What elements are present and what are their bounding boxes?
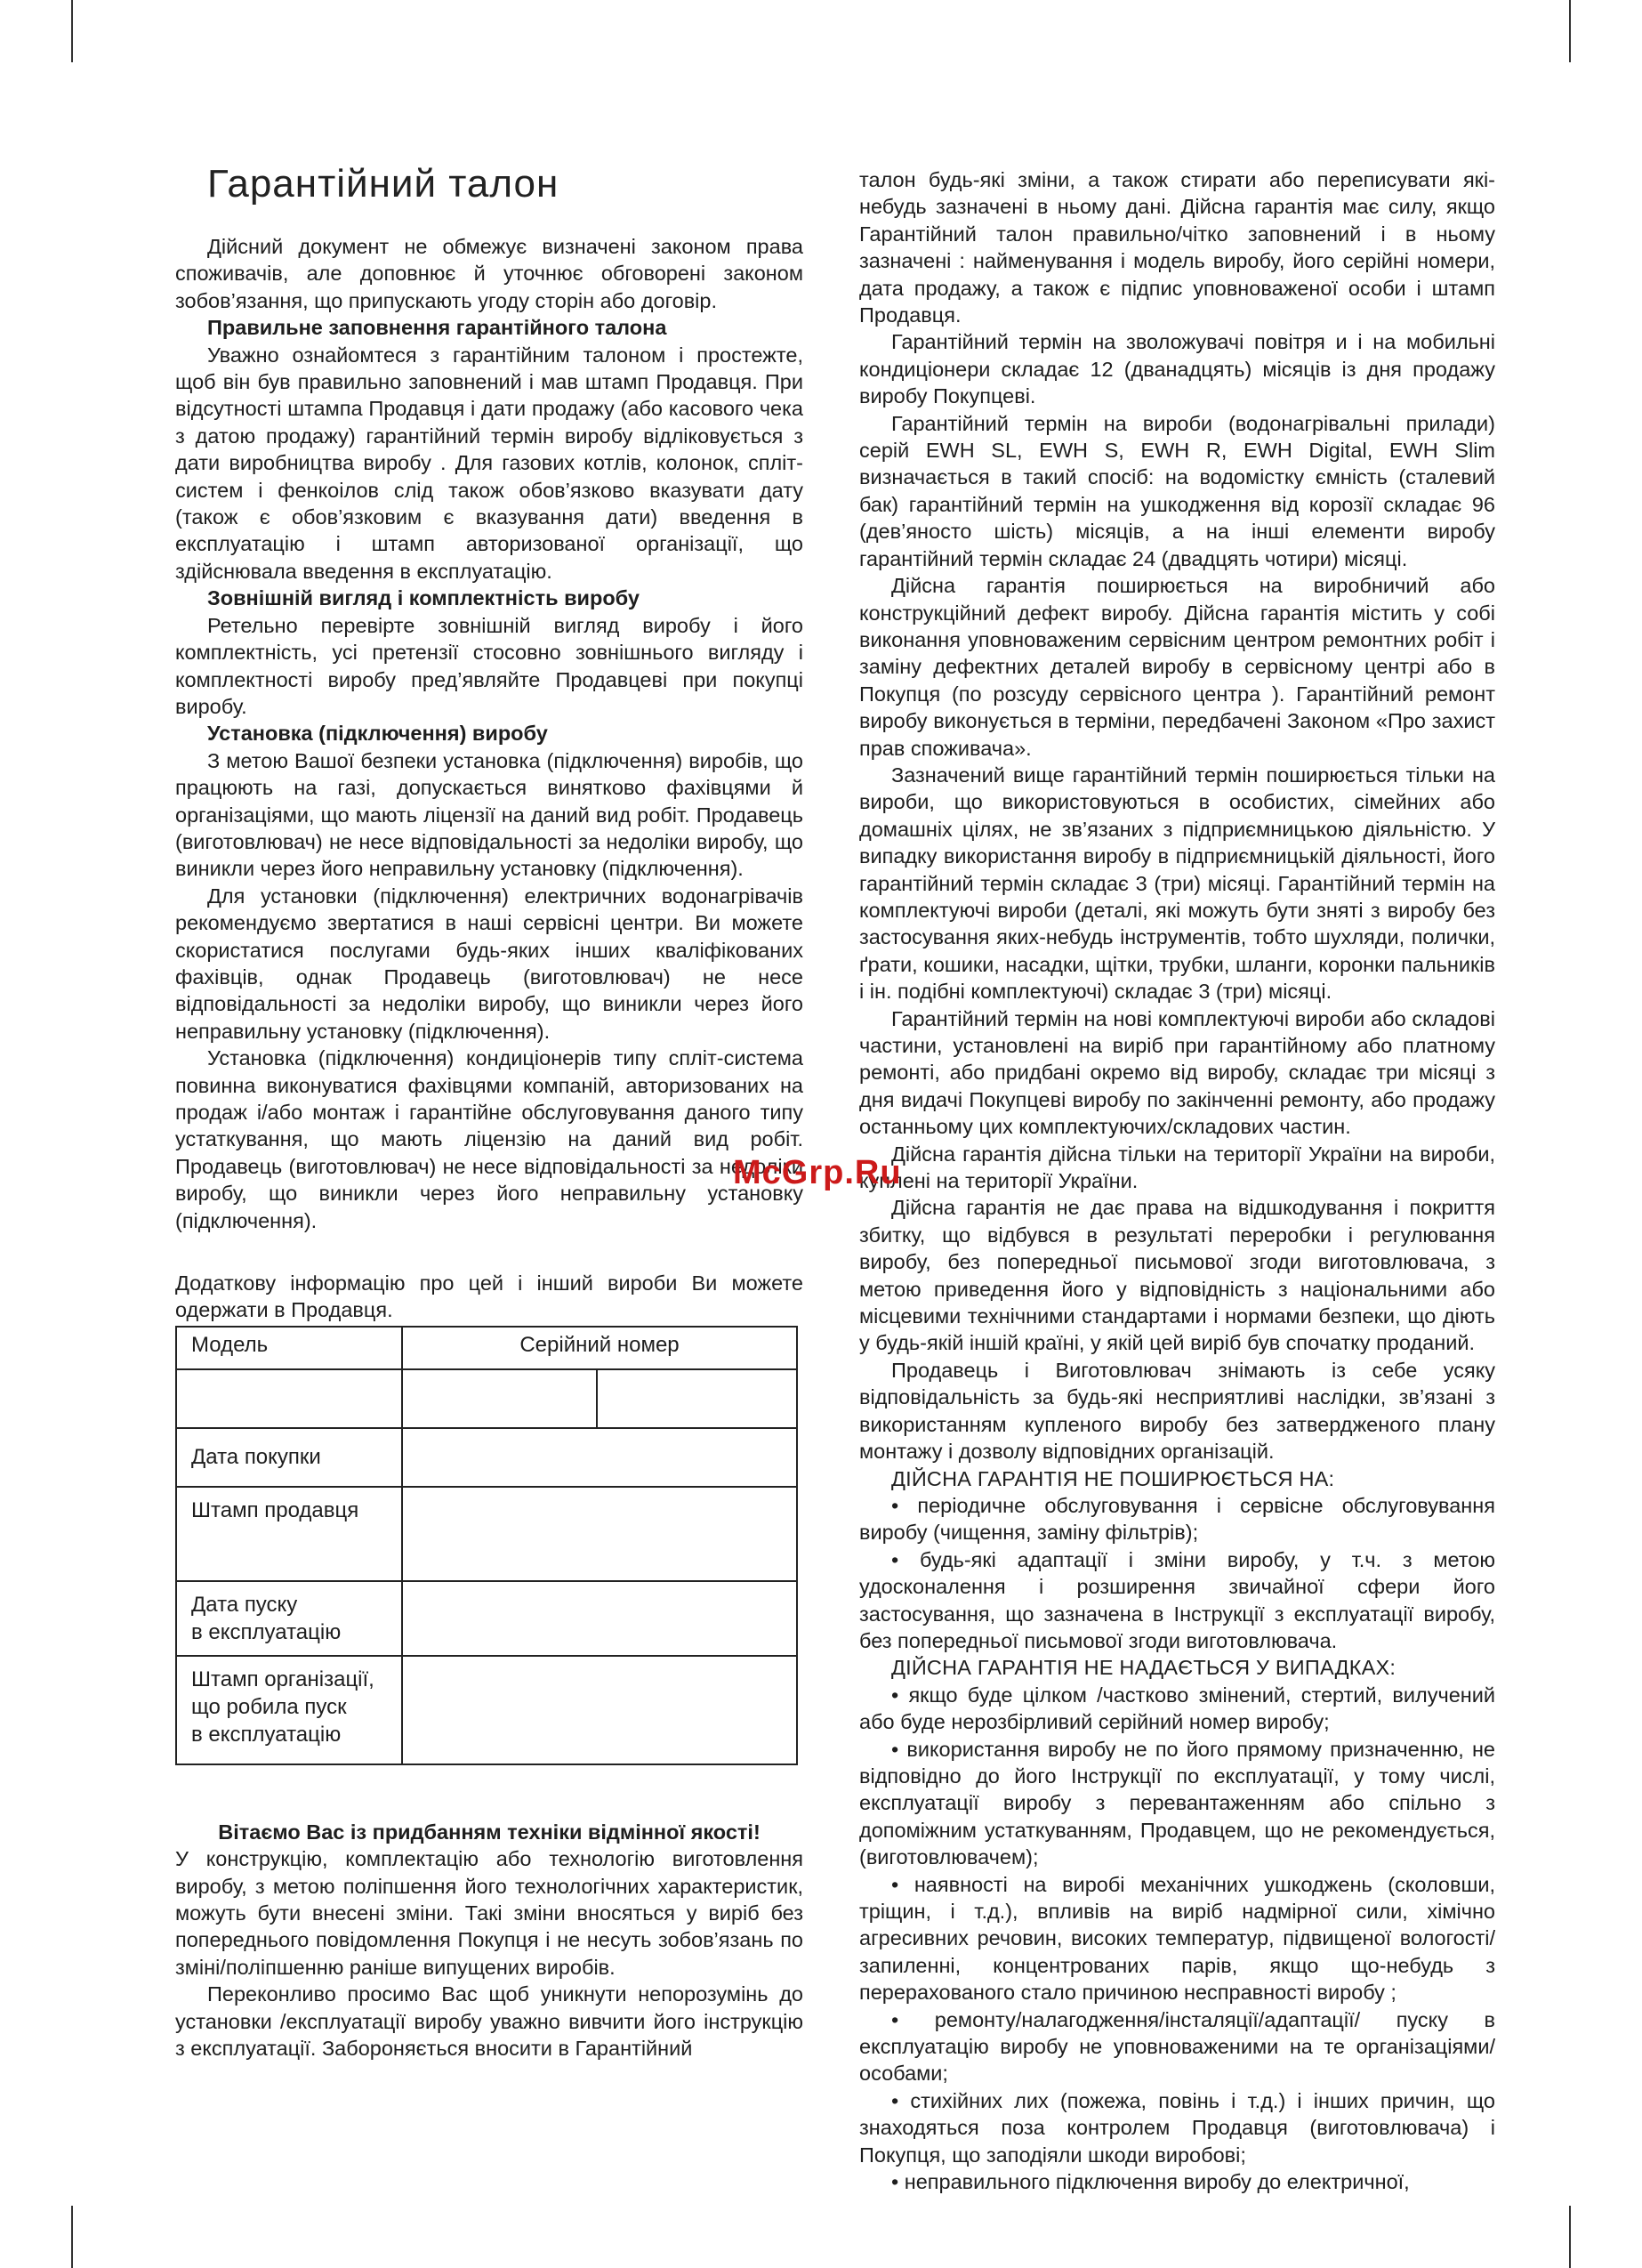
bullet-item: • стихійних лих (пожежа, повінь і т.д.) і інших причин, що знаходяться поза контролем Продавця (виготовлювача) і Покупця, що заподіяли шкоди виробові;: [859, 2088, 1495, 2167]
section-heading: Правильне заповнення гарантійного талона: [207, 316, 667, 340]
crop-mark: [71, 0, 73, 62]
section-paragraph: З метою Вашої безпеки установка (підключення) виробів, що працюють на газі, допускається винятково фахівцями й організаціями, що мають ліцензії на даний вид робіт. Продавець (виготовлювач) не несе відповідальності за недоліки виробу, що виникли через його неправильну установку (підключення).: [175, 748, 803, 881]
bullet-item: • використання виробу не по його прямому призначенню, не відповідно до його Інструкції по експлуатації, у тому числі, експлуатації виробу з перевантаженням або спільно з допоміжним устаткуванням, Продавцем, що не рекомендується, (виготовлювачем);: [859, 1737, 1495, 1869]
greeting-heading: Вітаємо Вас із придбанням техніки відмінної якості!: [218, 1820, 761, 1844]
section-paragraph: Для установки (підключення) електричних водонагрівачів рекомендуємо звертатися в наші сервісні центри. Ви можете скористатися послугами будь-яких інших кваліфікованих фахівців, однак Продавець (виготовлювач) не несе відповідальності за недоліки виробу, що виникли через його неправильну установку (підключення).: [175, 884, 803, 1043]
extra-info: Додаткову інформацію про цей і інший вироби Ви можете одержати в Продавця.: [175, 1271, 803, 1322]
section-paragraph: Ретельно перевірте зовнішній вигляд виробу і його комплектність, усі претензії стосовно зовнішнього вигляду і комплектності виробу пред’являйте Продавцеві при покупці виробу.: [175, 613, 803, 718]
terms-paragraph: Гарантійний термін на вироби (водонагрівальні прилади) серій EWH SL, EWH S, EWH R, EWH Digital, EWH Slim визначається в такий спосіб: на водомістку ємність (сталевий бак) гарантійний термін на ушкодження від корозії складає 96 (дев’яносто шість) місяців, а на інші елементи виробу гарантійний термін складає 24 (двадцять чотири) місяці.: [859, 411, 1495, 570]
serial-field-1[interactable]: [402, 1369, 597, 1428]
purchase-date-label: Дата покупки: [176, 1428, 402, 1487]
bullet-item: • наявності на виробі механічних ушкоджень (сколовши, тріщин, і т.д.), впливів на виріб надмірної сили, хімічно агресивних речовин, високих температур, підвищеної вологості/запиленні, концентрованих парів, якщо що-небудь з перерахованого стало причиною несправності виробу ;: [859, 1872, 1495, 2005]
purchase-date-field[interactable]: [402, 1428, 797, 1487]
terms-paragraph: Продавець і Виготовлювач знімають із себе усяку відповідальність за будь-які несприятливі наслідки, зв’язані з використанням купленого виробу без затвердженого плану монтажу і дозволу відповідних організацій.: [859, 1358, 1495, 1464]
org-stamp-field[interactable]: [402, 1656, 797, 1764]
warranty-form-table: [175, 1326, 798, 1765]
section-paragraph: Установка (підключення) кондиціонерів типу спліт-система повинна виконуватися фахівцями компаній, авторизованих на продаж і/або монтаж і гарантійне обслуговування даного типу устаткування, що мають ліцензію на даний вид робіт. Продавець (виготовлювач) не несе відповідальності за недоліки виробу, що виникли через його неправильну установку (підключення).: [175, 1046, 803, 1232]
bullet-item: • ремонту/налагодження/інсталяції/адаптації/ пуску в експлуатацію виробу не уповноваженими на те організаціями/особами;: [859, 2007, 1495, 2086]
terms-paragraph: Зазначений вище гарантійний термін поширюється тільки на вироби, що використовуються в особистих, сімейних або домашніх цілях, не зв’язаних з підприємницькою діяльністю. У випадку використання виробу в підприємницькій діяльності, його гарантійний термін складає 3 (три) місяці. Гарантійний термін на комплектуючі вироби (деталі, які можуть бути зняті з виробу без застосування яких-небудь інструментів, тобто шухляди, полички, ґрати, кошики, насадки, щітки, трубки, шланги, коронки пальників і ін. подібні комплектуючі) складає 3 (три) місяці.: [859, 763, 1495, 1004]
org-stamp-label: Штамп організації, що робила пуск в експлуатацію: [176, 1656, 402, 1764]
right-column: [859, 166, 1495, 2195]
bullet-item: • якщо буде цілком /частково змінений, стертий, вилучений або буде нерозбірливий серійний номер виробу;: [859, 1683, 1495, 1734]
terms-paragraph: Дійсна гарантія не дає права на відшкодування і покриття збитку, що відбувся в результаті переробки і регулювання виробу, без попередньої письмової згоди виготовлювача, з метою приведення його у відповідність з національними або місцевими технічними стандартами і нормами безпеки, що діють у будь-якій іншій країні, у якій цей виріб був спочатку проданий.: [859, 1196, 1495, 1355]
bullet-item: • будь-які адаптації і зміни виробу, у т.ч. з метою удосконалення і розширення звичайної сфери його застосування, що зазначена в Інструкції з експлуатації виробу, без попередньої письмової згоди виготовлювача.: [859, 1547, 1495, 1652]
exclusions-heading: ДІЙСНА ГАРАНТІЯ НЕ ПОШИРЮЄТЬСЯ НА:: [891, 1466, 1335, 1490]
crop-mark: [1569, 2206, 1571, 2268]
model-field[interactable]: [176, 1369, 402, 1428]
terms-paragraph: Дійсна гарантія дійсна тільки на території України на вироби, куплені на території України.: [859, 1142, 1495, 1193]
start-date-label: Дата пуску в експлуатацію: [176, 1581, 402, 1656]
watermark: McGrp.Ru: [733, 1154, 902, 1191]
terms-paragraph: Гарантійний термін на зволожувачі повітря и і на мобильні кондиціонери складає 12 (дванадцять) місяців із дня продажу виробу Покупцеві.: [859, 330, 1495, 408]
bullet-item: • періодичне обслуговування і сервісне обслуговування виробу (чищення, заміну фільтрів);: [859, 1493, 1495, 1545]
section-paragraph: Уважно ознайомтеся з гарантійним талоном і простежте, щоб він був правильно заповнений і мав штамп Продавця. При відсутності штампа Продавця і дати продажу (або касового чека з датою продажу) гарантійний термін виробу відліковується з дати виробництва виробу . Для газових котлів, колонок, спліт-систем і фенкоілов слід також обов’язково вказувати дату (також є обов’язковим є вказування дати) введення в експлуатацію і штамп авторизованої організації, що здійснювала введення в експлуатацію.: [175, 343, 803, 583]
seller-stamp-label: Штамп продавця: [176, 1487, 402, 1581]
left-column: [175, 233, 803, 2062]
terms-paragraph: Гарантійний термін на нові комплектуючі вироби або складові частини, установлені на виріб при гарантійному або платному ремонті, або придбані окремо від виробу, складає три місяці з дня видачі Покупцеві виробу по закінченні ремонту, або продажу останньому цих комплектуючих/складових частин.: [859, 1006, 1495, 1139]
bullet-item: • неправильного підключення виробу до електричної,: [891, 2170, 1410, 2194]
start-date-field[interactable]: [402, 1581, 797, 1656]
section-heading: Зовнішній вигляд і комплектність виробу: [207, 586, 640, 610]
crop-mark: [1569, 0, 1571, 62]
cases-heading: ДІЙСНА ГАРАНТІЯ НЕ НАДАЄТЬСЯ У ВИПАДКАХ:: [891, 1656, 1397, 1680]
terms-paragraph: талон будь-які зміни, а також стирати або переписувати які-небудь зазначені в ньому дані. Дійсна гарантія має силу, якщо Гарантійний талон правильно/чітко заповнений і в ньому зазначені : найменування і модель виробу, його серійні номери, дата продажу, а також є підпис уповноваженої особи і штамп Продавця.: [859, 168, 1495, 327]
greeting-paragraph: Переконливо просимо Вас щоб уникнути непорозумінь до установки /експлуатації виробу уважно вивчити його інструкцію з експлуатації. Забороняється вносити в Гарантійний: [175, 1982, 803, 2061]
serial-label: Серійний номер: [402, 1327, 797, 1369]
page-title: Гарантійний талон: [207, 162, 559, 206]
greeting-paragraph: У конструкцію, комплектацію або технологію виготовлення виробу, з метою поліпшення його технологічних характеристик, можуть бути внесені зміни. Такі зміни вносяться у виріб без попереднього повідомлення Покупця і не несуть зобов’язань по зміні/поліпшенню раніше випущених виробів.: [175, 1847, 803, 1979]
serial-field-2[interactable]: [597, 1369, 797, 1428]
terms-paragraph: Дійсна гарантія поширюється на виробничий або конструкційний дефект виробу. Дійсна гарантія містить у собі виконання уповноваженим сервісним центром ремонтних робіт і заміну дефектних деталей виробу в сервісному центрі або в Покупця (по розсуду сервісного центра ). Гарантійний ремонт виробу виконується в терміни, передбачені Законом «Про захист прав споживача».: [859, 574, 1495, 760]
crop-mark: [71, 2206, 73, 2268]
seller-stamp-field[interactable]: [402, 1487, 797, 1581]
intro-paragraph: Дійсний документ не обмежує визначені законом права споживачів, але доповнює й уточнює обговорені законом зобов’язання, що припускають угоду сторін або договір.: [175, 235, 803, 312]
section-heading: Установка (підключення) виробу: [207, 722, 548, 746]
model-label: Модель: [176, 1327, 402, 1369]
